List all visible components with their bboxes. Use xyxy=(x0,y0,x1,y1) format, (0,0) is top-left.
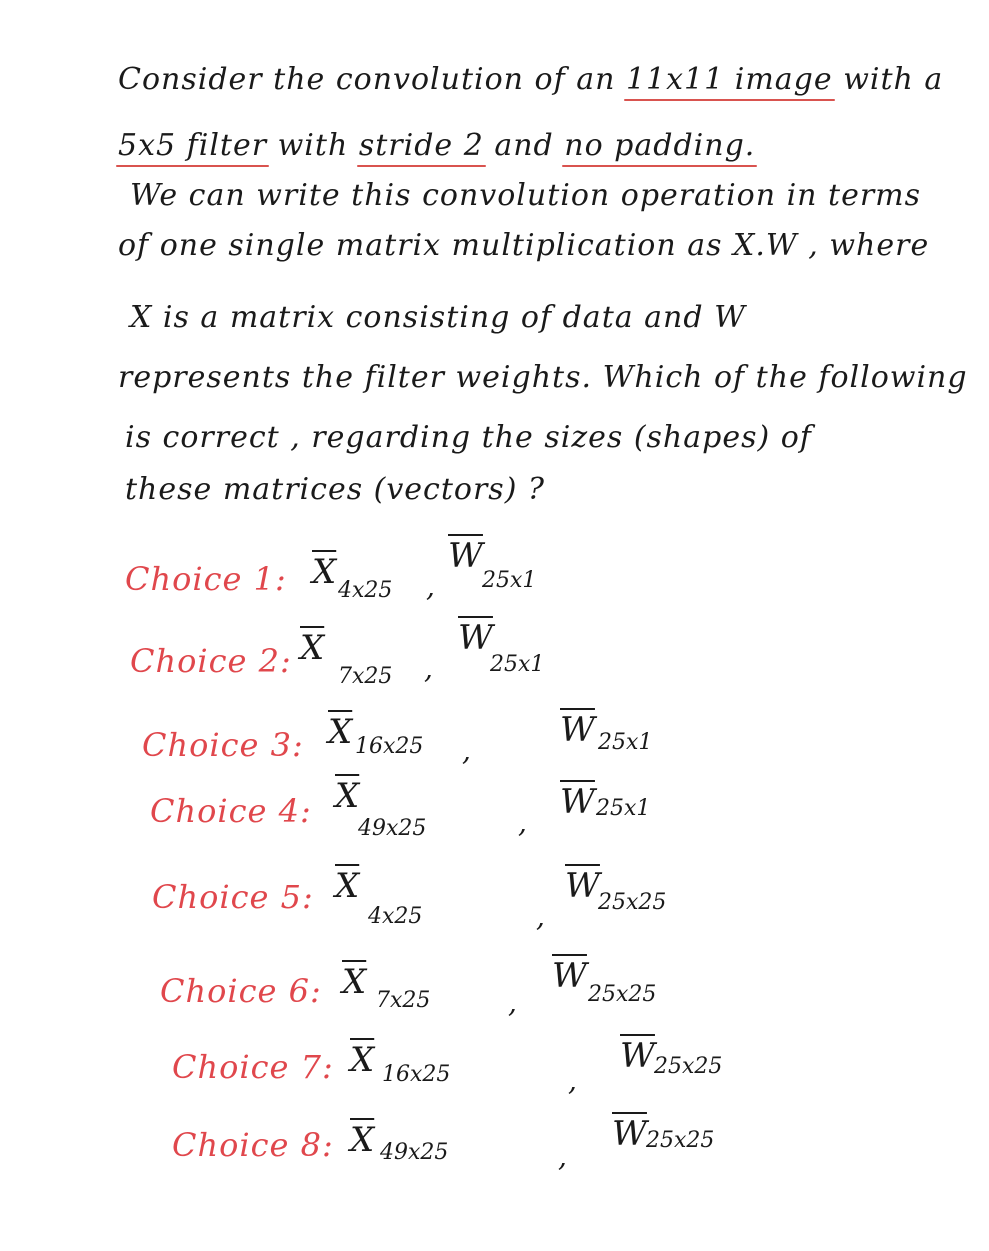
choice-8-x: $\overline{X}$ xyxy=(350,1120,375,1160)
choice-7-comma: , xyxy=(568,1064,577,1097)
choice-7-x-dim: 16x25 xyxy=(382,1062,451,1087)
choice-1-x-dim: 4x25 xyxy=(338,578,393,603)
choice-3-x: $\overline{X}$ xyxy=(328,712,353,752)
choice-1-w-dim: 25x1 xyxy=(482,568,537,593)
choice-6-w-dim: 25x25 xyxy=(588,982,657,1007)
question-line-7: is correct , regarding the sizes (shapes) of xyxy=(125,420,812,455)
underlined-filter-size: 5x5 filter xyxy=(118,128,268,163)
choice-5-w-dim: 25x25 xyxy=(598,890,667,915)
line-2-text-b: and xyxy=(483,128,565,163)
choice-4-x: $\overline{X}$ xyxy=(335,776,360,816)
underlined-image-size: 11x11 image xyxy=(625,62,833,97)
choice-2-w-dim: 25x1 xyxy=(490,652,545,677)
choice-2-label: Choice 2: xyxy=(130,642,292,680)
choice-7-w: $\overline{W}$ xyxy=(620,1036,655,1076)
question-line-3: We can write this convolution operation in terms xyxy=(130,178,922,213)
question-line-8: these matrices (vectors) ? xyxy=(125,472,546,507)
choice-2-w: $\overline{W}$ xyxy=(458,618,493,658)
choice-8-comma: , xyxy=(558,1140,567,1173)
choice-7-label: Choice 7: xyxy=(172,1048,334,1086)
choice-8-label: Choice 8: xyxy=(172,1126,334,1164)
choice-1-comma: , xyxy=(426,570,435,603)
question-line-5: X is a matrix consisting of data and W xyxy=(130,300,746,335)
question-line-6: represents the filter weights. Which of the following xyxy=(118,360,968,395)
choice-3-w: $\overline{W}$ xyxy=(560,710,595,750)
choice-3-w-dim: 25x1 xyxy=(598,730,653,755)
choice-5-label: Choice 5: xyxy=(152,878,314,916)
choice-7-x: $\overline{X}$ xyxy=(350,1040,375,1080)
line-1-text: Consider the convolution of an xyxy=(118,62,626,97)
choice-3-x-dim: 16x25 xyxy=(355,734,424,759)
choice-6-x: $\overline{X}$ xyxy=(342,962,367,1002)
question-line-1 xyxy=(118,62,943,97)
choice-1-x: $\overline{X}$ xyxy=(312,552,337,592)
choice-4-label: Choice 4: xyxy=(150,792,312,830)
choice-4-w: $\overline{W}$ xyxy=(560,782,595,822)
choice-5-x: $\overline{X}$ xyxy=(335,866,360,906)
choice-1-w: $\overline{W}$ xyxy=(448,536,483,576)
choice-6-x-dim: 7x25 xyxy=(376,988,431,1013)
choice-3-comma: , xyxy=(462,734,471,767)
choice-8-w: $\overline{W}$ xyxy=(612,1114,647,1154)
question-line-2 xyxy=(118,128,755,163)
choice-5-w: $\overline{W}$ xyxy=(565,866,600,906)
line-2-text-a: with xyxy=(267,128,359,163)
choice-3-label: Choice 3: xyxy=(142,726,304,764)
choice-5-comma: , xyxy=(536,900,545,933)
choice-4-comma: , xyxy=(518,806,527,839)
line-1-tail: with a xyxy=(832,62,944,97)
choice-5-x-dim: 4x25 xyxy=(368,904,423,929)
choice-1-label: Choice 1: xyxy=(125,560,287,598)
choice-6-w: $\overline{W}$ xyxy=(552,956,587,996)
choice-8-w-dim: 25x25 xyxy=(646,1128,715,1153)
question-line-4: of one single matrix multiplication as X.W , where xyxy=(118,228,930,263)
choice-4-x-dim: 49x25 xyxy=(358,816,427,841)
choice-2-comma: , xyxy=(424,652,433,685)
choice-7-w-dim: 25x25 xyxy=(654,1054,723,1079)
underlined-no-padding: no padding. xyxy=(564,128,756,163)
choice-6-comma: , xyxy=(508,986,517,1019)
underlined-stride: stride 2 xyxy=(358,128,484,163)
choice-8-x-dim: 49x25 xyxy=(380,1140,449,1165)
choice-4-w-dim: 25x1 xyxy=(596,796,651,821)
choice-6-label: Choice 6: xyxy=(160,972,322,1010)
choice-2-x-dim: 7x25 xyxy=(338,664,393,689)
choice-2-x: $\overline{X}$ xyxy=(300,628,325,668)
